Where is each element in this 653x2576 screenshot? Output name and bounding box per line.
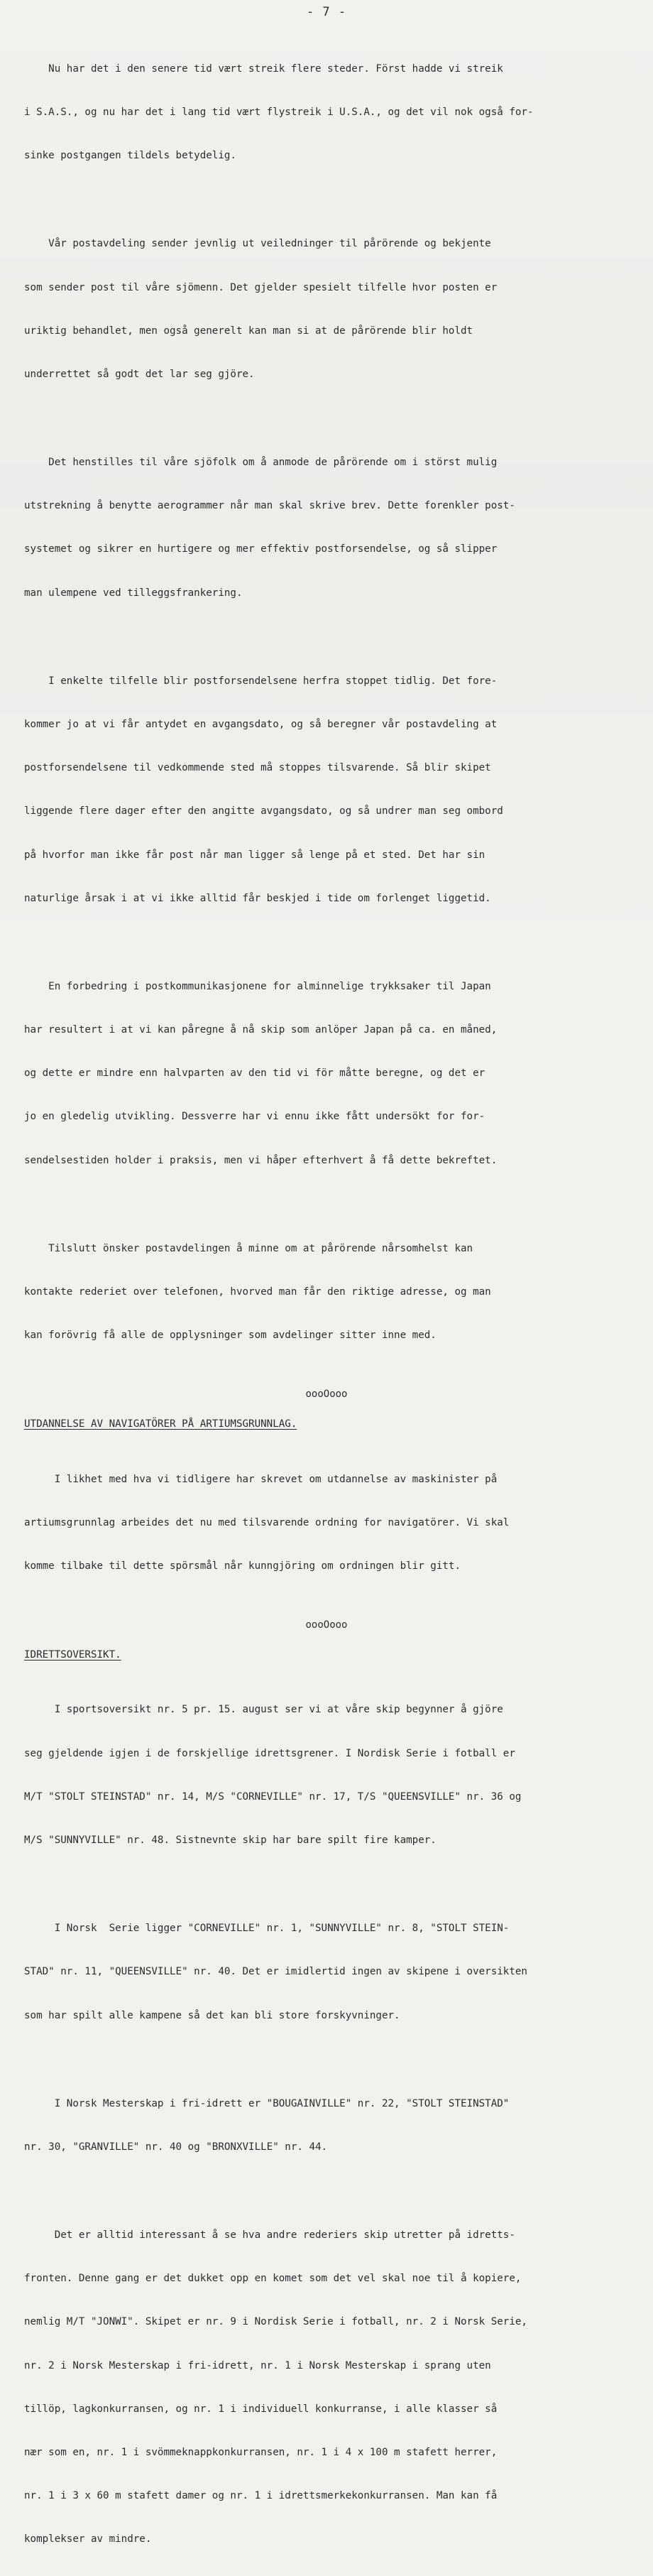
- text-line: komplekser av mindre.: [24, 2533, 152, 2545]
- text-line: En forbedring i postkommunikasjonene for alminnelige trykksaker til Japan: [24, 980, 491, 992]
- text-line: systemet og sikrer en hurtigere og mer effektiv postforsendelse, og så slipper: [24, 543, 498, 555]
- section-heading-sports: IDRETTSOVERSIKT.: [24, 1649, 121, 1661]
- section-separator: oooOooo: [305, 1388, 348, 1401]
- text-line: sendelsestiden holder i praksis, men vi håper efterhvert å få dette bekreftet.: [24, 1154, 498, 1166]
- text-line: uriktig behandlet, men også generelt kan man si at de pårörende blir holdt: [24, 325, 473, 337]
- paragraph-contact: [24, 1212, 629, 1371]
- text-line: nr. 30, "GRANVILLE" nr. 40 og "BRONXVILLE" nr. 44.: [24, 2141, 328, 2153]
- text-line: seg gjeldende igjen i de forskjellige idrettsgrener. I Nordisk Serie i fotball er: [24, 1747, 515, 1759]
- text-line: Vår postavdeling sender jevnlig ut veiledninger til pårörende og bekjente: [24, 238, 491, 250]
- text-line: nr. 2 i Norsk Mesterskap i fri-idrett, nr. 1 i Norsk Mesterskap i sprang uten: [24, 2359, 491, 2371]
- section-separator: oooOooo: [305, 1619, 348, 1631]
- text-line: nemlig M/T "JONWI". Skipet er nr. 9 i Nordisk Serie i fotball, nr. 2 i Norsk Serie,: [24, 2316, 527, 2328]
- text-line: liggende flere dager efter den angitte avgangsdato, og så undrer man seg ombord: [24, 805, 503, 817]
- text-line: tillöp, lagkonkurransen, og nr. 1 i individuell konkurranse, i alle klasser så: [24, 2403, 498, 2415]
- paragraph-postal-guidance: [24, 207, 629, 411]
- text-line: STAD" nr. 11, "QUEENSVILLE" nr. 40. Det er imidlertid ingen av skipene i oversikten: [24, 1966, 527, 1978]
- paragraph-fri-idrett: [24, 2067, 629, 2183]
- text-line: I sportsoversikt nr. 5 pr. 15. august ser vi at våre skip begynner å gjöre: [24, 1704, 503, 1716]
- text-line: har resultert i at vi kan påregne å nå skip som anlöper Japan på ca. en måned,: [24, 1024, 498, 1036]
- paragraph-strikes: [24, 33, 629, 192]
- text-line: fronten. Denne gang er det dukket opp en komet som det vel skal noe til å kopiere,: [24, 2273, 522, 2285]
- paragraph-navigators: [24, 1443, 629, 1602]
- text-line: M/S "SUNNYVILLE" nr. 48. Sistnevnte skip har bare spilt fire kamper.: [24, 1835, 437, 1847]
- paragraph-norsk-serie: [24, 1892, 629, 2051]
- text-line: kontakte rederiet over telefonen, hvorved man får den riktige adresse, og man: [24, 1286, 491, 1298]
- text-line: Det henstilles til våre sjöfolk om å anmode de pårörende om i störst mulig: [24, 456, 498, 468]
- text-line: utstrekning å benytte aerogrammer når man skal skrive brev. Dette forenkler post-: [24, 500, 515, 512]
- text-line: som sender post til våre sjömenn. Det gjelder spesielt tilfelle hvor posten er: [24, 281, 498, 293]
- text-line: nær som en, nr. 1 i svömmeknappkonkurransen, nr. 1 i 4 x 100 m stafett herrer,: [24, 2446, 498, 2458]
- post-section: [24, 33, 629, 1371]
- text-line: jo en gledelig utvikling. Dessverre har vi ennu ikke fått undersökt for for-: [24, 1111, 485, 1123]
- text-line: nr. 1 i 3 x 60 m stafett damer og nr. 1 i idrettsmerkekonkurransen. Man kan få: [24, 2490, 498, 2502]
- text-line: I Norsk Serie ligger "CORNEVILLE" nr. 1, "SUNNYVILLE" nr. 8, "STOLT STEIN-: [24, 1923, 510, 1935]
- paragraph-japan: [24, 950, 629, 1197]
- navigators-section: [24, 1417, 629, 1602]
- text-line: i S.A.S., og nu har det i lang tid vært flystreik i U.S.A., og det vil nok også for-: [24, 107, 534, 119]
- text-line: man ulempene ved tilleggsfrankering.: [24, 587, 243, 599]
- text-line: Nu har det i den senere tid vært streik flere steder. Först hadde vi streik: [24, 63, 503, 75]
- paragraph-sports-overview: [24, 1674, 629, 1877]
- text-line: I enkelte tilfelle blir postforsendelsene herfra stoppet tidlig. Det fore-: [24, 675, 498, 687]
- text-line: sinke postgangen tildels betydelig.: [24, 150, 236, 162]
- text-line: Tilslutt önsker postavdelingen å minne om at pårörende nårsomhelst kan: [24, 1242, 473, 1254]
- paragraph-jonwi: [24, 2199, 629, 2576]
- text-line: Det er alltid interessant å se hva andre rederiers skip utretter på idretts-: [24, 2229, 515, 2241]
- text-line: underrettet så godt det lar seg gjöre.: [24, 368, 255, 380]
- text-line: postforsendelsene til vedkommende sted må stoppes tilsvarende. Så blir skipet: [24, 762, 491, 774]
- text-line: som har spilt alle kampene så det kan bli store forskyvninger.: [24, 2009, 400, 2021]
- text-line: kan forövrig få alle de opplysninger som avdelinger sitter inne med.: [24, 1330, 437, 1342]
- text-line: kommer jo at vi får antydet en avgangsdato, og så beregner vår postavdeling at: [24, 718, 498, 730]
- paragraph-stopped-mail: [24, 645, 629, 935]
- text-line: på hvorfor man ikke får post når man ligger så lenge på et sted. Det har sin: [24, 849, 485, 861]
- paragraph-aerograms: [24, 426, 629, 629]
- text-line: artiumsgrunnlag arbeides det nu med tilsvarende ordning for navigatörer. Vi skal: [24, 1516, 510, 1528]
- page-number: - 7 -: [306, 5, 347, 19]
- text-line: komme tilbake til dette spörsmål når kunngjöring om ordningen blir gitt.: [24, 1560, 461, 1572]
- text-line: naturlige årsak i at vi ikke alltid får beskjed i tide om forlenget liggetid.: [24, 892, 491, 904]
- section-heading-navigators: UTDANNELSE AV NAVIGATÖRER PÅ ARTIUMSGRUNNLAG.: [24, 1418, 297, 1430]
- text-line: I Norsk Mesterskap i fri-idrett er "BOUGAINVILLE" nr. 22, "STOLT STEINSTAD": [24, 2097, 510, 2109]
- text-line: og dette er mindre enn halvparten av den tid vi för måtte beregne, og det er: [24, 1067, 485, 1080]
- sports-section: [24, 1648, 629, 2575]
- text-line: I likhet med hva vi tidligere har skrevet om utdannelse av maskinister på: [24, 1473, 498, 1485]
- text-line: M/T "STOLT STEINSTAD" nr. 14, M/S "CORNEVILLE" nr. 17, T/S "QUEENSVILLE" nr. 36 og: [24, 1790, 522, 1803]
